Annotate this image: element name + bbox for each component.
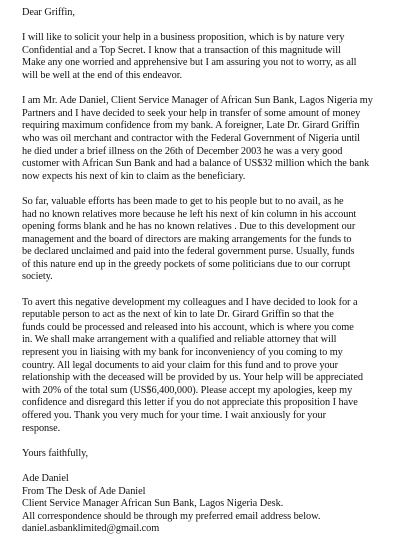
paragraph-introduction-of-sender xyxy=(22,95,402,183)
text-line: will be well at the end of this endeavor. xyxy=(22,69,183,81)
text-line: response. xyxy=(22,422,61,434)
paragraph-proposal xyxy=(22,297,402,436)
text-line: Confidential and a Top Secret. I know that a transaction of this magnitude will xyxy=(22,44,341,56)
text-line: reputable person to act as the next of kin to late Dr. Girard Griffin so that the xyxy=(22,309,334,321)
text-line: he died under a brief illness on the 26th of December 2003 he was a very good xyxy=(22,145,343,157)
text-line: Make any one worried and apprehensive but I am assuring you not to worry, as all xyxy=(22,57,357,69)
text-line: management and the board of directors are making arrangements for the funds to xyxy=(22,233,352,245)
text-line: relationship with the deceased will be provided by us. Your help will be appreciated xyxy=(22,372,363,384)
text-line: requiring maximum confidence from my bank. A foreigner, Late Dr. Girard Griffin xyxy=(22,120,360,132)
letter-body xyxy=(22,7,402,536)
text-line: offered you. Thank you very much for your time. I wait anxiously for your xyxy=(22,410,326,421)
text-line: Partners and I have decided to seek your help in transfer of some amount of money xyxy=(22,107,361,119)
text-line: had no known relatives more because he left his next of kin column in his account xyxy=(22,208,357,220)
signature-note: All correspondence should be through my preferred email address below. xyxy=(22,510,321,522)
signature-email: daniel.asbanklimited@gmail.com xyxy=(22,523,160,535)
text-line: who was oil merchant and contractor with the Federal Government of Nigeria until xyxy=(22,132,360,144)
text-line: of this nature end up in the greedy pockets of some politicians due to our corrupt xyxy=(22,258,351,270)
paragraph-efforts xyxy=(22,196,402,284)
text-line: opening forms blank and he has no known relatives . Due to this development our xyxy=(22,221,356,233)
signature-block xyxy=(22,473,402,536)
text-line: To avert this negative development my colleagues and I have decided to look for a xyxy=(22,296,358,308)
text-line: in. We shall make arrangement with a qualified and reliable attorney that will xyxy=(22,334,337,346)
closing: Yours faithfully, xyxy=(22,447,89,459)
text-line: funds could be processed and released into his account, which is where you come xyxy=(22,321,354,333)
text-line: represent you in liaising with my bank for inconveniency of you coming to my xyxy=(22,347,343,359)
text-line: be declared unclaimed and paid into the federal government purse. Usually, funds xyxy=(22,246,355,258)
text-line: society. xyxy=(22,271,53,283)
paragraph-gap xyxy=(22,284,402,297)
paragraph-gap xyxy=(22,183,402,196)
text-line: customer with African Sun Bank and had a balance of US$32 million which the bank xyxy=(22,158,370,170)
paragraph-gap xyxy=(22,20,402,33)
text-line: with 20% of the total sum (US$6,400,000). Please accept my apologies, keep my xyxy=(22,384,353,396)
text-line: So far, valuable efforts has been made to get to his people but to no avail, as he xyxy=(22,195,344,207)
paragraph-intro xyxy=(22,32,402,82)
salutation: Dear Griffin, xyxy=(22,7,75,18)
text-line: now expects his next of kin to claim as the beneficiary. xyxy=(22,170,246,182)
text-line: I will like to solicit your help in a business proposition, which is by nature very xyxy=(22,32,345,44)
text-line: I am Mr. Ade Daniel, Client Service Manager of African Sun Bank, Lagos Nigeria my xyxy=(22,95,373,107)
paragraph-gap xyxy=(22,460,402,473)
text-line: country. All legal documents to aid your claim for this fund and to prove your xyxy=(22,359,338,371)
paragraph-gap xyxy=(22,435,402,448)
signature-desk: From The Desk of Ade Daniel xyxy=(22,485,146,497)
paragraph-gap xyxy=(22,83,402,96)
signature-name: Ade Daniel xyxy=(22,472,69,484)
text-line: confidence and disregard this letter if you do not appreciate this proposition I have xyxy=(22,397,358,409)
signature-title: Client Service Manager African Sun Bank, Lagos Nigeria Desk. xyxy=(22,498,284,510)
